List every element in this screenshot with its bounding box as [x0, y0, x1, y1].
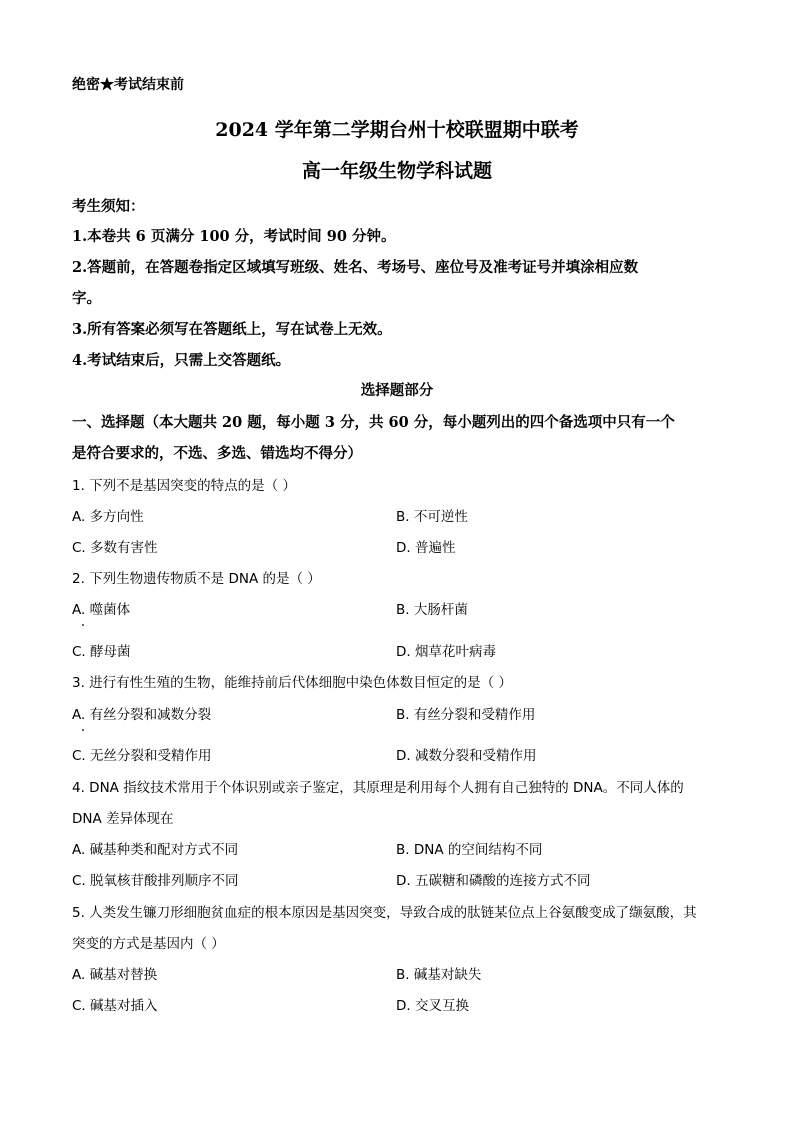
question-5-option-a: A. 碱基对替换	[72, 967, 158, 983]
question-3-option-a: A. 有丝分裂和减数分裂	[72, 707, 212, 723]
note-1: 1.本卷共 6 页满分 100 分，考试时间 90 分钟。	[72, 228, 396, 245]
question-4-option-c: C. 脱氧核苷酸排列顺序不同	[72, 873, 239, 889]
exam-subtitle: 高一年级生物学科试题	[301, 160, 492, 182]
note-3: 3.所有答案必须写在答题纸上，写在试卷上无效。	[72, 321, 392, 338]
exam-title: 2024 学年第二学期台州十校联盟期中联考	[215, 119, 579, 141]
note-2: 2.答题前，在答题卷指定区域填写班级、姓名、考场号、座位号及准考证号并填涂相应数	[72, 259, 639, 276]
question-5-option-c: C. 碱基对插入	[72, 998, 158, 1014]
question-1-stem: 1. 下列不是基因突变的特点的是（ ）	[72, 478, 296, 494]
note-4: 4.考试结束后，只需上交答题纸。	[72, 352, 291, 369]
question-5-stem-continued: 突变的方式是基因内（ ）	[72, 936, 225, 952]
stray-dot-mark	[82, 624, 84, 626]
question-4-stem-continued: DNA 差异体现在	[72, 811, 174, 827]
question-3-option-c: C. 无丝分裂和受精作用	[72, 748, 212, 764]
question-2-option-d: D. 烟草花叶病毒	[396, 644, 496, 660]
question-3-option-d: D. 减数分裂和受精作用	[396, 748, 537, 764]
question-1-option-c: C. 多数有害性	[72, 540, 158, 556]
stray-dot-mark	[82, 729, 84, 731]
question-4-option-d: D. 五碳糖和磷酸的连接方式不同	[396, 873, 591, 889]
question-4-option-a: A. 碱基种类和配对方式不同	[72, 842, 239, 858]
section-title: 选择题部分	[360, 382, 434, 399]
question-5-option-b: B. 碱基对缺失	[396, 967, 482, 983]
question-5-option-d: D. 交叉互换	[396, 998, 469, 1014]
question-1-option-d: D. 普遍性	[396, 540, 456, 556]
section-instructions-continued: 是符合要求的，不选、多选、错选均不得分）	[72, 445, 362, 462]
section-instructions: 一、选择题（本大题共 20 题，每小题 3 分，共 60 分，每小题列出的四个备选项中只有一个	[72, 414, 675, 431]
question-1-option-b: B. 不可逆性	[396, 509, 468, 525]
confidential-label: 绝密★考试结束前	[72, 77, 184, 93]
question-1-option-a: A. 多方向性	[72, 509, 144, 525]
question-5-stem: 5. 人类发生镰刀形细胞贫血症的根本原因是基因突变，导致合成的肽链某位点上谷氨酸变成了缬氨酸，其	[72, 905, 697, 921]
question-2-option-b: B. 大肠杆菌	[396, 602, 468, 618]
note-2-continued: 字。	[72, 290, 101, 307]
question-2-option-c: C. 酵母菌	[72, 644, 131, 660]
question-4-stem: 4. DNA 指纹技术常用于个体识别或亲子鉴定，其原理是利用每个人拥有自己独特的 DNA。不同人体的	[72, 780, 684, 796]
question-2-stem: 2. 下列生物遗传物质不是 DNA 的是（ ）	[72, 571, 321, 587]
question-4-option-b: B. DNA 的空间结构不同	[396, 842, 543, 858]
question-3-option-b: B. 有丝分裂和受精作用	[396, 707, 536, 723]
question-3-stem: 3. 进行有性生殖的生物，能维持前后代体细胞中染色体数目恒定的是（ ）	[72, 675, 512, 691]
question-2-option-a: A. 噬菌体	[72, 602, 131, 618]
notes-heading: 考生须知：	[72, 198, 145, 215]
